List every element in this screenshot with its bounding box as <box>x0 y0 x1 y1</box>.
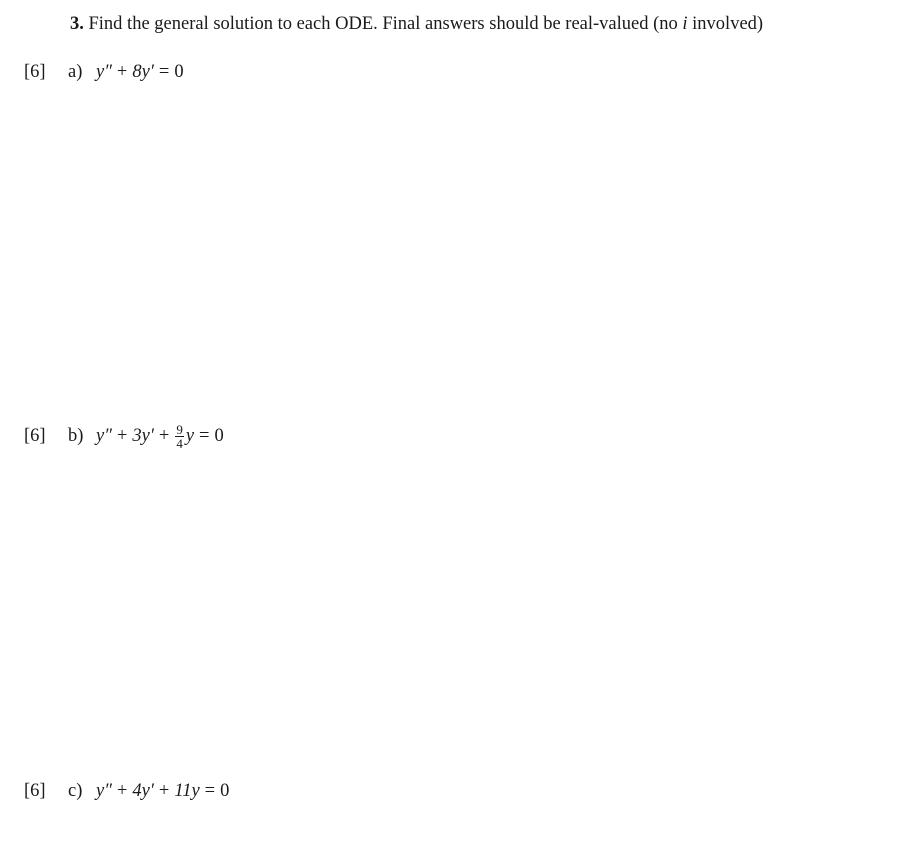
part-b-equation <box>96 423 224 450</box>
part-c-equation <box>96 781 229 802</box>
eq-operator: + <box>158 781 170 801</box>
eq-term: 11y <box>174 781 200 801</box>
part-c <box>24 781 229 802</box>
eq-operator: + <box>116 781 128 801</box>
eq-operator: + <box>158 426 170 446</box>
eq-term: 8y′ <box>132 62 154 82</box>
fraction-denominator: 4 <box>176 436 183 451</box>
part-a-marks: [6] <box>24 62 46 82</box>
eq-term: y″ <box>96 426 112 446</box>
eq-term: y″ <box>96 62 112 82</box>
part-a <box>24 62 184 83</box>
eq-operator: = <box>158 62 170 82</box>
part-c-label: c) <box>68 781 83 801</box>
eq-term: 3y′ <box>132 426 154 446</box>
eq-term: y″ <box>96 781 112 801</box>
part-a-equation <box>96 62 184 83</box>
eq-term: y <box>185 426 195 446</box>
eq-rhs: 0 <box>174 62 184 82</box>
part-a-label: a) <box>68 62 83 82</box>
part-c-marks: [6] <box>24 781 46 801</box>
part-b-label: b) <box>68 426 84 446</box>
fraction-numerator: 9 <box>176 422 183 437</box>
eq-operator: + <box>116 426 128 446</box>
question-number: 3. <box>70 14 84 34</box>
eq-operator: + <box>116 62 128 82</box>
eq-term: 4y′ <box>132 781 154 801</box>
eq-rhs: 0 <box>220 781 230 801</box>
eq-operator: = <box>204 781 216 801</box>
part-b <box>24 423 224 450</box>
part-b-marks: [6] <box>24 426 46 446</box>
fraction <box>175 423 184 450</box>
question-text: Find the general solution to each ODE. Final answers should be real-valued (no <box>83 14 683 34</box>
question-heading <box>70 14 763 35</box>
eq-rhs: 0 <box>214 426 224 446</box>
imaginary-unit: i <box>682 14 688 34</box>
eq-operator: = <box>199 426 210 446</box>
question-text-end: involved) <box>687 14 764 34</box>
